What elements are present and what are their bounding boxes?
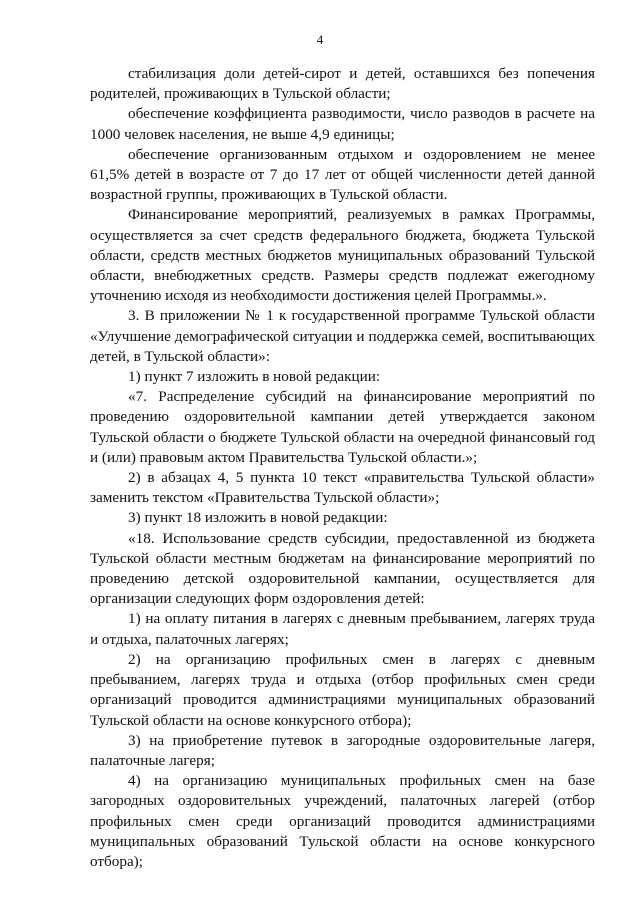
paragraph: обеспечение коэффициента разводимости, число разводов в расчете на 1000 человек населения, не выше 4,9 единицы; xyxy=(90,105,595,143)
document-body xyxy=(90,64,595,872)
paragraph: 2) в абзацах 4, 5 пункта 10 текст «правительства Тульской области» заменить текстом «Правительства Тульской области»; xyxy=(90,469,595,507)
paragraph: стабилизация доли детей-сирот и детей, оставшихся без попечения родителей, проживающих в Тульской области; xyxy=(90,65,595,103)
paragraph: 3) пункт 18 изложить в новой редакции: xyxy=(128,509,388,527)
paragraph: 3) на приобретение путевок в загородные оздоровительные лагеря, палаточные лагеря; xyxy=(90,731,595,769)
paragraph: 2) на организацию профильных смен в лагерях с дневным пребыванием, лагерях труда и отдыха (отбор профильных смен среди организаций проводится администрациями муниципальных образований Тульской области на основе конкурсного отбора); xyxy=(90,650,595,729)
paragraph: Финансирование мероприятий, реализуемых в рамках Программы, осуществляется за счет средств федерального бюджета, бюджета Тульской области, средств местных бюджетов муниципальных образований Тульской области, внебюджетных средств. Размеры средств подлежат ежегодному уточнению исходя из необходимости достижения целей Программы.». xyxy=(90,206,595,305)
paragraph: 3. В приложении № 1 к государственной программе Тульской области «Улучшение демографической ситуации и поддержка семей, воспитывающих детей, в Тульской области»: xyxy=(90,307,595,365)
paragraph: 4) на организацию муниципальных профильных смен на базе загородных оздоровительных учреждений, палаточных лагерей (отбор профильных смен среди организаций проводится администрациями муниципальных образований Тульской области на основе конкурсного отбора); xyxy=(90,772,595,870)
paragraph: обеспечение организованным отдыхом и оздоровлением не менее 61,5% детей в возрасте от 7 до 17 лет от общей численности детей данной возрастной группы, проживающих в Тульской области. xyxy=(90,145,595,204)
paragraph: «18. Использование средств субсидии, предоставленной из бюджета Тульской области местным бюджетам на финансирование мероприятий по проведению детской оздоровительной кампании, осуществляется для организации следующих форм оздоровления детей: xyxy=(90,529,595,608)
paragraph: 1) на оплату питания в лагерях с дневным пребыванием, лагерях труда и отдыха, палаточных лагерях; xyxy=(90,610,595,648)
paragraph: 1) пункт 7 изложить в новой редакции: xyxy=(128,368,381,386)
page-number: 4 xyxy=(316,32,324,47)
paragraph: «7. Распределение субсидий на финансирование мероприятий по проведению оздоровительной кампании детей утверждается законом Тульской области о бюджете Тульской области на очередной финансовый год и (или) правовым актом Правительства Тульской области.»; xyxy=(90,388,595,466)
